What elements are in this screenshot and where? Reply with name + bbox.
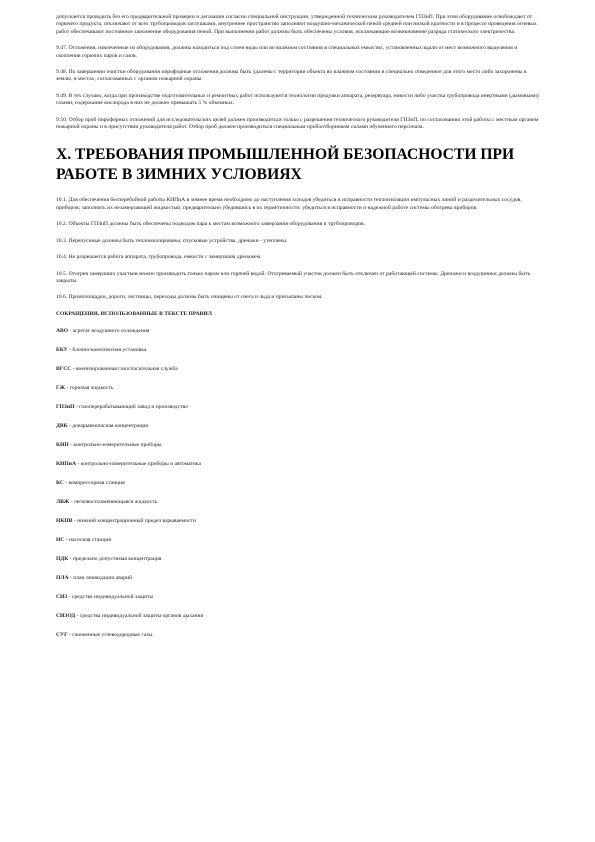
abbreviation-description: - военизированная газоспасательная служба <box>71 366 178 373</box>
paragraph-9-48: 9.48. По завершении очистки оборудования пирофорные отложения должны быть удалены с территории объекта во влажном состоянии в специально отведенное для этого место либо захоронены в землю, в местах, согласованных с органом пожарной охраны. <box>56 69 527 83</box>
document-page <box>56 14 540 651</box>
paragraph-10-1: 10.1. Для обеспечения бесперебойной работы КИПиА в зимнее время необходимо до наступления холодов убедиться в исправности теплоизоляции импульсных линий и разделительных сосудов, приборов; заполнить их незамерзающей жидкостью, предварительно убедившись в их герметичности; убедиться в исправности и надежной работе системы обогрева приборов. <box>56 197 522 211</box>
abbreviation-item <box>56 613 540 620</box>
abbreviation-description: - сжиженные углеводородные газы. <box>67 632 154 639</box>
abbreviation-code: КИП <box>56 442 69 449</box>
abbreviation-description: - насосная станция <box>64 537 111 544</box>
abbreviation-item <box>56 328 540 335</box>
abbreviation-item <box>56 537 540 544</box>
abbreviation-description: - компрессорная станция <box>63 480 125 487</box>
abbreviation-code: БКУ <box>56 347 68 354</box>
abbreviation-description: - средства индивидуальной защиты <box>67 594 154 601</box>
abbreviation-item <box>56 556 540 563</box>
abbreviation-code: ВГСС <box>56 366 72 373</box>
abbreviations-title: СОКРАЩЕНИЯ, ИСПОЛЬЗОВАННЫЕ В ТЕКСТЕ ПРАВИЛ <box>56 310 212 317</box>
abbreviation-code: КИПиА <box>56 461 77 468</box>
abbreviation-description: - предельно допустимая концентрация <box>68 556 162 563</box>
abbreviation-item <box>56 594 540 601</box>
paragraph-10-3: 10.3. Перепускные должны быть теплоизолированы, спусковые устройства, дренажи - утеплены. <box>56 237 288 244</box>
abbreviation-code: ПДК <box>56 556 69 563</box>
abbreviation-item <box>56 442 540 449</box>
abbreviation-item <box>56 518 540 525</box>
abbreviation-code: НС <box>56 537 65 544</box>
abbreviation-description: - средства индивидуальной защиты органов дыхания <box>75 613 204 620</box>
abbreviation-description: - план ликвидации аварий <box>68 575 133 582</box>
abbreviation-code: СИЗ <box>56 594 68 601</box>
abbreviation-description: - газоперерабатывающий завод и производство <box>74 404 188 411</box>
abbreviation-description: - нижний концентрационный предел взрываемости <box>72 518 196 525</box>
abbreviation-code: АВО <box>56 328 69 335</box>
paragraph-9-50: 9.50. Отбор проб пирофорных отложений для исследовательских целей должен производиться только с разрешения технического руководителя ГПЗиП, по согласованию этой работы с местным органом пожарной охраны и в присутствии руководителя работ. Отбор проб должен производиться специальным пробоотборником силами обученного персонала. <box>56 116 539 131</box>
abbreviation-code: ЛВЖ <box>56 499 70 506</box>
abbreviation-code: ГПЗиП <box>56 404 75 411</box>
abbreviation-item <box>56 461 540 468</box>
paragraph-10-2: 10.2. Объекты ГПЗиП должны быть обеспечены подводом пара к местам возможного замерзания оборудования и трубопроводов. <box>56 221 366 228</box>
abbreviation-item <box>56 575 540 582</box>
abbreviation-description: - контрольно-измерительные приборы <box>68 442 162 449</box>
abbreviation-item <box>56 404 540 411</box>
abbreviation-description: - горючая жидкость <box>65 385 114 392</box>
section-heading: X. ТРЕБОВАНИЯ ПРОМЫШЛЕННОЙ БЕЗОПАСНОСТИ ПРИ РАБОТЕ В ЗИМНИХ УСЛОВИЯХ <box>56 146 515 184</box>
paragraph-continuation: допускается проводить без его предварительной проверки и дегазации согласно специальной инструкции, утвержденной техническим руководителем ГПЗиП. При этом оборудование освобождают от горючего продукта, отключают от всех трубопроводов заглушками, внутреннее пространство заполняют воздушно-механической пеной средней или низкой кратности и в процессе проведения огневых работ обеспечивают постоянное заполнение оборудования пеной. При выполнении работ должны быть обеспечены условия, исключающие возникновение разряда статического электричества. <box>56 14 537 35</box>
abbreviation-code: ДВК <box>56 423 68 430</box>
abbreviation-description: - контрольно-измерительные приборы и автоматика <box>76 461 201 468</box>
abbreviation-code: НКПВ <box>56 518 73 525</box>
paragraph-10-4: 10.4. Не разрешается работа аппарата, трубопровода, емкости с замерзшим дренажем. <box>56 254 262 261</box>
abbreviation-code: СИЗОД <box>56 613 76 620</box>
abbreviation-code: КС <box>56 480 64 487</box>
abbreviation-description: - легковоспламеняющаяся жидкость <box>69 499 158 506</box>
abbreviation-code: ПЛА <box>56 575 69 582</box>
abbreviations-list <box>56 328 540 639</box>
paragraph-9-47: 9.47. Отложения, извлеченные из оборудования, должны находиться под слоем воды или во влажном состоянии в специальных емкостях, установленных вдали от мест возможного выделения и скопления горючих паров и газов. <box>56 45 518 59</box>
abbreviation-description: - довзрывоопасная концентрация <box>67 423 148 430</box>
abbreviation-code: СУГ <box>56 632 68 639</box>
abbreviation-item <box>56 347 540 354</box>
paragraph-10-5: 10.5. Отогрев замерзших участков можно производить только паром или горячей водой. Отогреваемый участок должен быть отключен от работающей системы. Дренажи и воздушники должны быть закрыты. <box>56 270 531 284</box>
paragraph-10-6: 10.6. Промплощадки, дороги, лестницы, переходы должны быть очищены от снега и льда и присыпаны песком. <box>56 294 323 301</box>
abbreviation-item <box>56 385 540 392</box>
abbreviation-item <box>56 632 540 639</box>
abbreviation-item <box>56 480 540 487</box>
abbreviation-item <box>56 499 540 506</box>
abbreviation-description: - блочно-комплектная установка <box>67 347 147 354</box>
abbreviation-item <box>56 423 540 430</box>
paragraph-9-49: 9.49. В тех случаях, когда при производстве подготовительных и ремонтных работ используются технологии продувки аппарата, резервуара, емкости либо участка трубопровода инертными (дымовыми) газами, содержание кислорода в них не должно превышать 5 % объемных. <box>56 92 539 107</box>
abbreviation-code: ГЖ <box>56 385 66 392</box>
abbreviation-description: - агрегат воздушного охлаждения <box>68 328 150 335</box>
abbreviation-item <box>56 366 540 373</box>
